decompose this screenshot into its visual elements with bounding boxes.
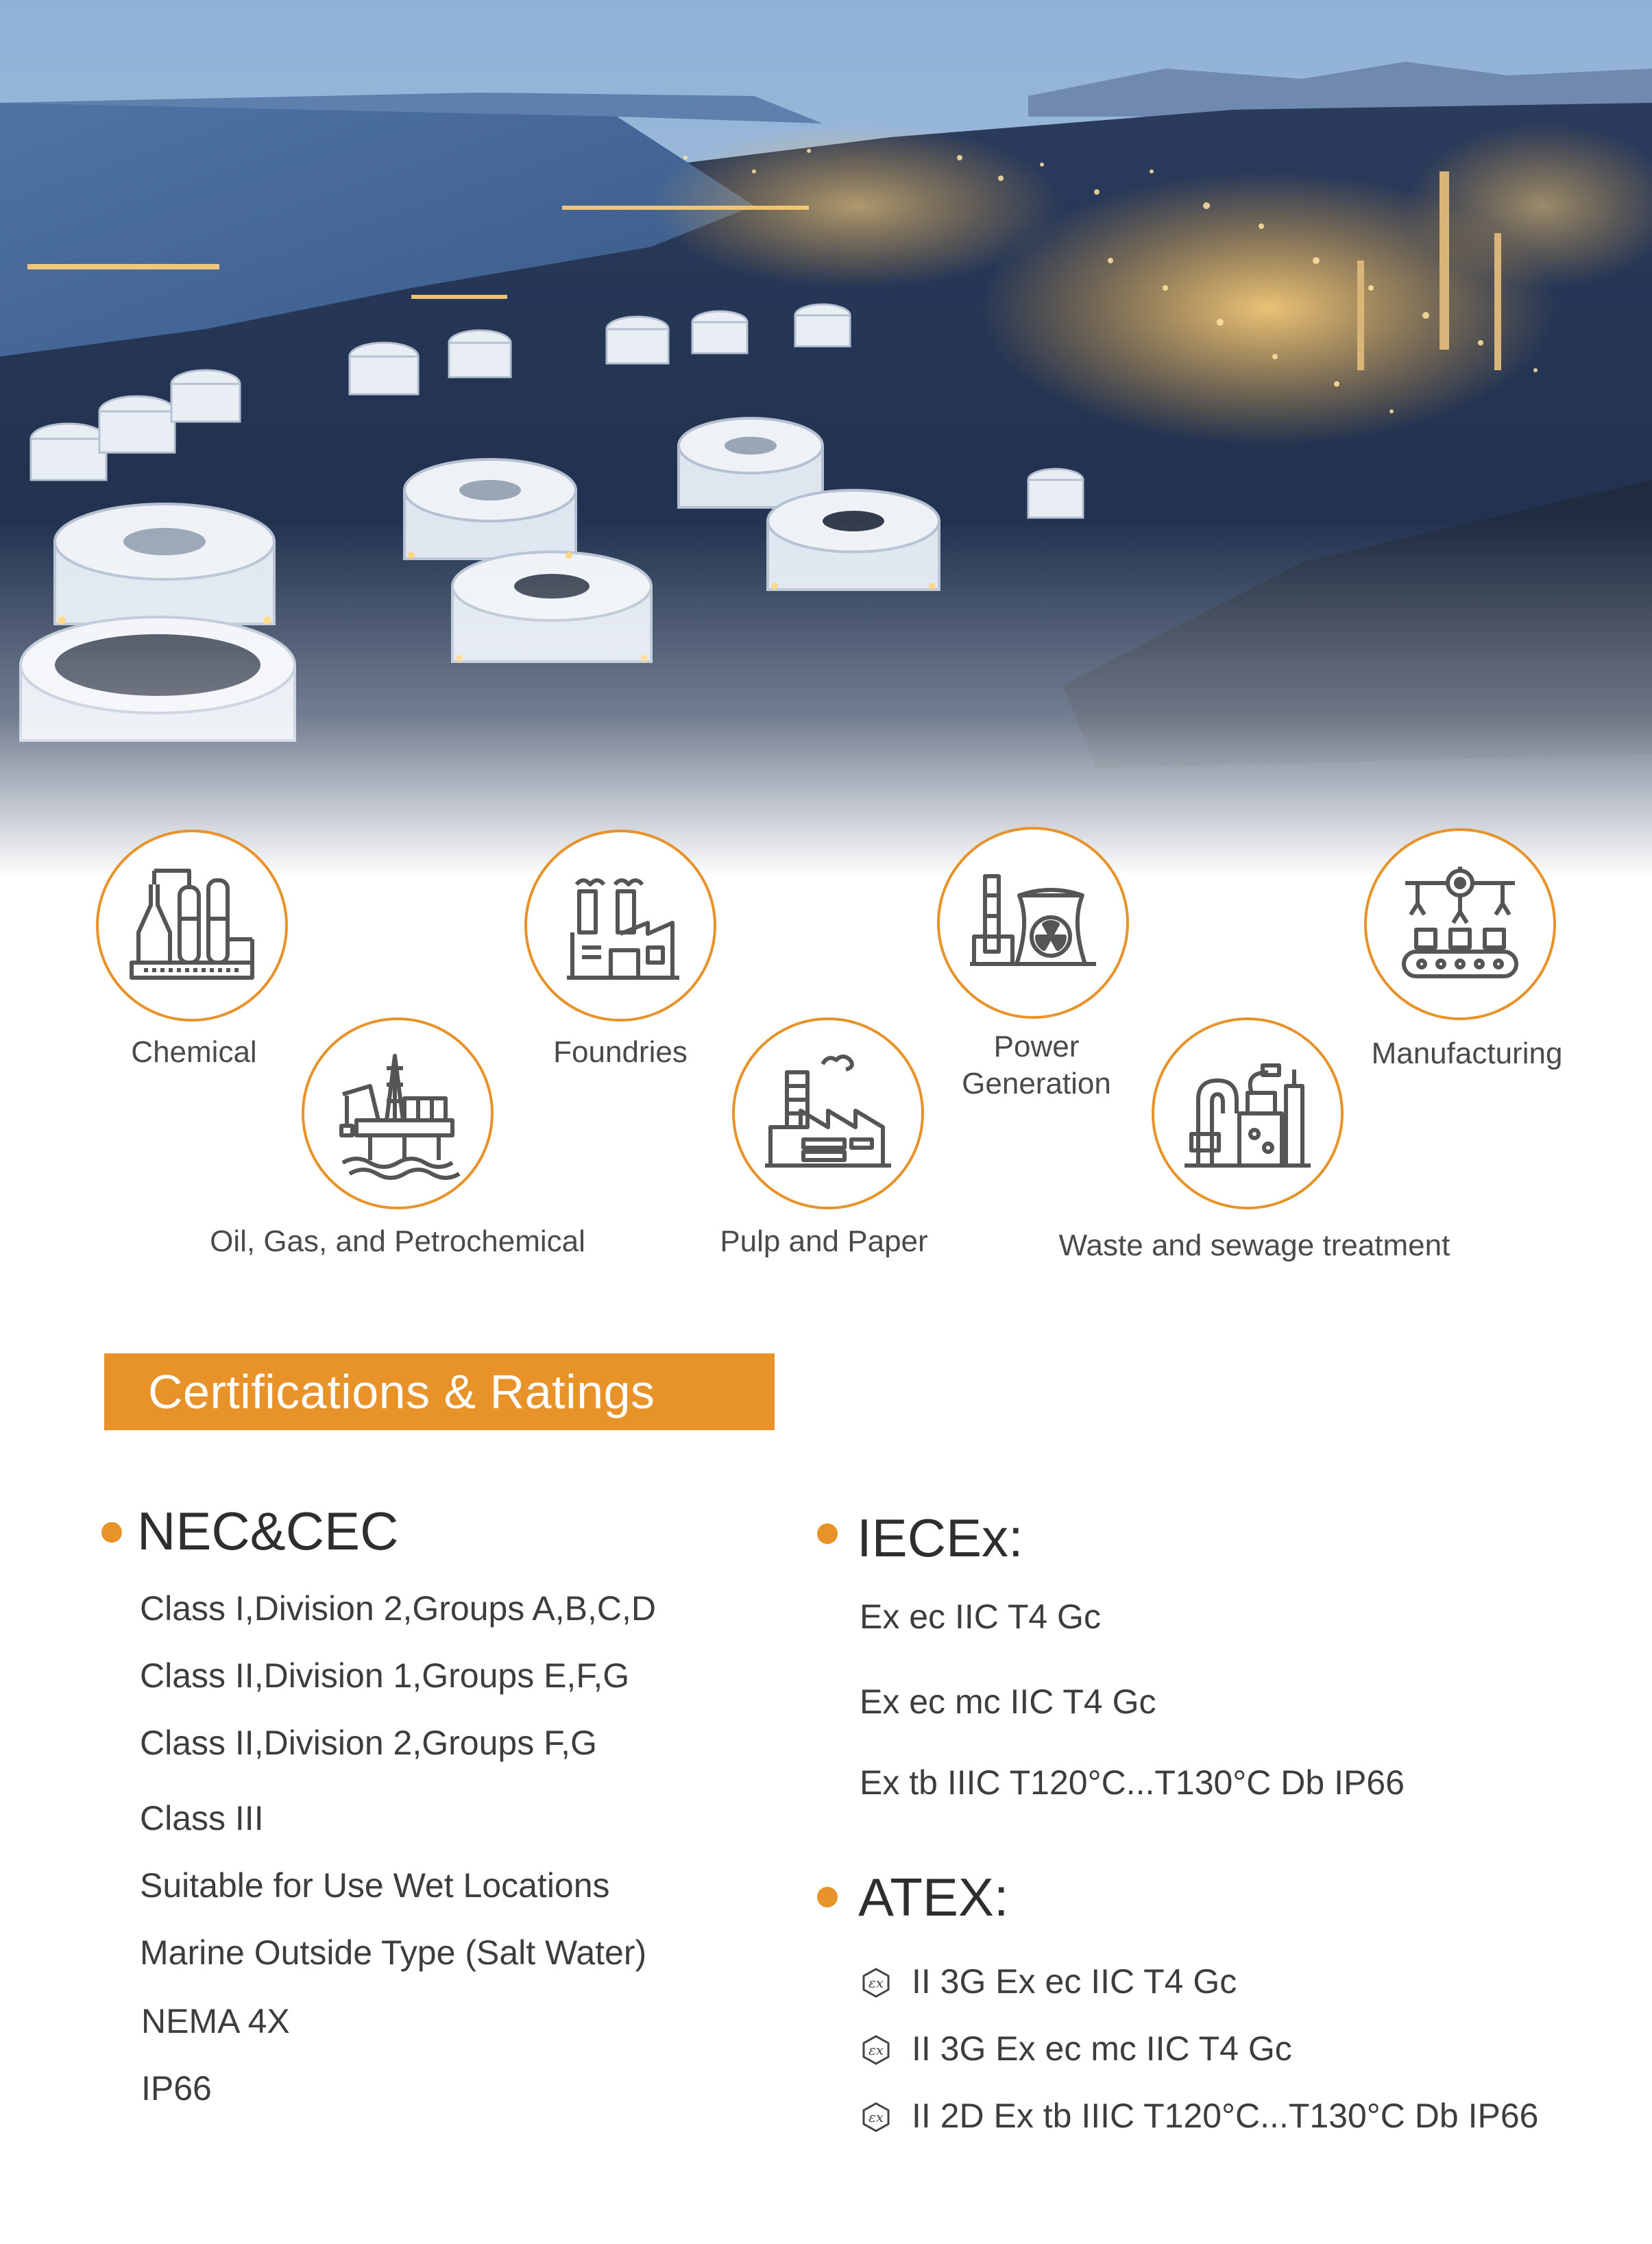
- industry-manufacturing: [1364, 828, 1556, 1020]
- industry-label-manufacturing: Manufacturing: [1371, 1037, 1563, 1070]
- nec-cec-item: Marine Outside Type (Salt Water): [140, 1933, 647, 1972]
- nec-cec-item: Class III: [140, 1799, 264, 1837]
- industry-label-waste-sewage: Waste and sewage treatment: [1058, 1229, 1450, 1262]
- ex-hexagon-icon: [861, 1968, 891, 1998]
- atex-item: II 2D Ex tb IIIC T120°C...T130°C Db IP66: [912, 2097, 1539, 2135]
- iecex-item: Ex ec IIC T4 Gc: [860, 1597, 1101, 1636]
- chemical-plant-icon: [123, 857, 260, 994]
- paper-mill-icon: [760, 1045, 897, 1182]
- atex-heading: ATEX:: [858, 1867, 1009, 1927]
- industry-label-oil-gas: Oil, Gas, and Petrochemical: [210, 1224, 585, 1258]
- industry-power-generation: [937, 827, 1129, 1019]
- industry-pulp-paper: [732, 1017, 924, 1209]
- ex-hexagon-icon: [861, 2102, 891, 2132]
- ex-hexagon-icon: [861, 2035, 891, 2065]
- industry-oil-gas: [302, 1017, 494, 1209]
- nec-cec-heading: NEC&CEC: [137, 1501, 399, 1561]
- svg-text:εx: εx: [868, 1975, 884, 1991]
- industry-label-pulp-paper: Pulp and Paper: [720, 1224, 928, 1258]
- nec-cec-item: Class II,Division 2,Groups F,G: [140, 1724, 597, 1762]
- industry-label-power-generation: Power Generation: [962, 1030, 1111, 1100]
- nec-cec-item: Suitable for Use Wet Locations: [140, 1866, 610, 1905]
- svg-text:εx: εx: [868, 2042, 884, 2058]
- nec-cec-item: IP66: [141, 2069, 212, 2108]
- bullet-dot: [817, 1523, 838, 1544]
- iecex-item: Ex tb IIIC T120°C...T130°C Db IP66: [860, 1763, 1405, 1802]
- bullet-dot: [817, 1887, 838, 1907]
- industry-label-chemical: Chemical: [131, 1035, 257, 1069]
- atex-item: II 3G Ex ec IIC T4 Gc: [912, 1962, 1237, 2001]
- svg-text:εx: εx: [868, 2109, 884, 2125]
- atex-item: II 3G Ex ec mc IIC T4 Gc: [912, 2029, 1292, 2068]
- oil-rig-icon: [329, 1045, 466, 1182]
- water-treatment-icon: [1179, 1045, 1316, 1182]
- bullet-dot: [101, 1522, 122, 1543]
- hero-refinery-photo: [0, 0, 1652, 878]
- industry-label-foundries: Foundries: [553, 1035, 688, 1069]
- assembly-line-icon: [1392, 856, 1529, 993]
- iecex-item: Ex ec mc IIC T4 Gc: [860, 1682, 1156, 1721]
- foundry-icon: [552, 857, 689, 994]
- certifications-banner: [104, 1353, 775, 1430]
- industry-waste-sewage: [1152, 1017, 1344, 1209]
- industry-foundries: [524, 830, 716, 1022]
- nec-cec-item: Class I,Division 2,Groups A,B,C,D: [140, 1589, 657, 1628]
- certifications-title: Certifications & Ratings: [148, 1365, 655, 1419]
- iecex-heading: IECEx:: [857, 1508, 1023, 1568]
- nec-cec-item: Class II,Division 1,Groups E,F,G: [140, 1656, 630, 1695]
- nec-cec-item: NEMA 4X: [141, 2002, 290, 2040]
- industry-chemical: [96, 830, 288, 1022]
- nuclear-plant-icon: [964, 854, 1102, 991]
